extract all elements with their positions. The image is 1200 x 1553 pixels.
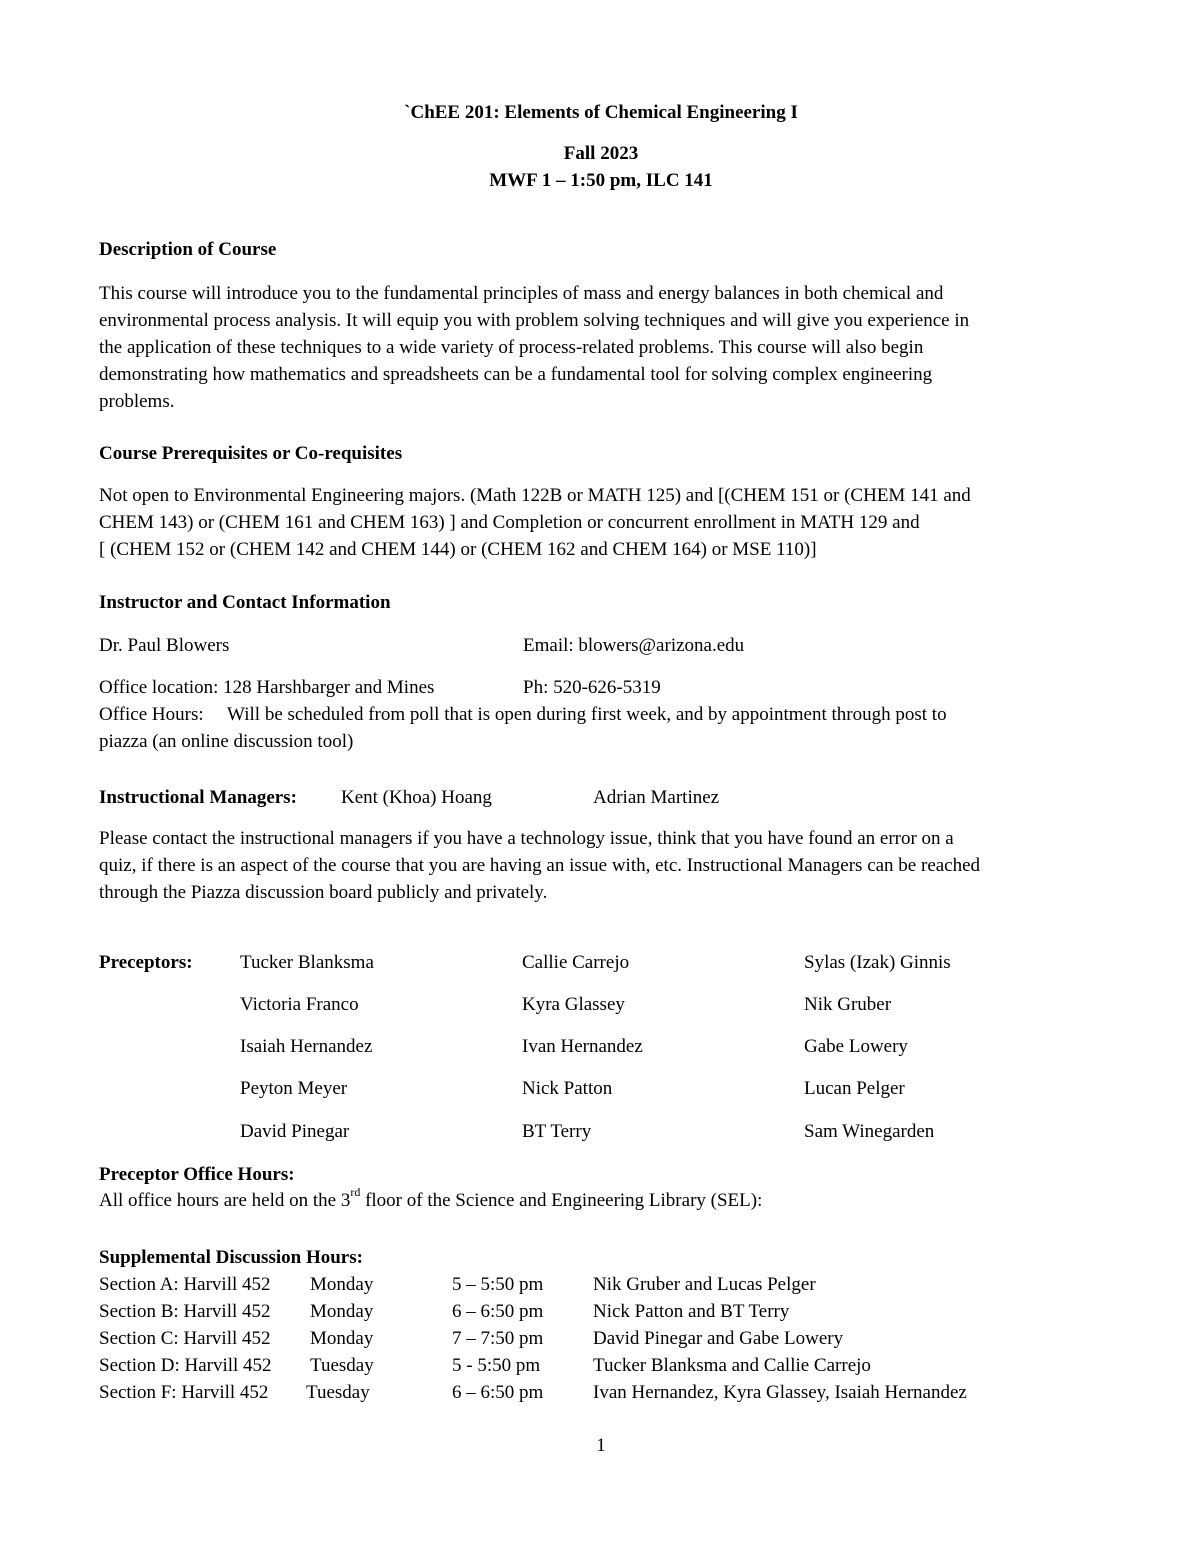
office-hours-heading: Preceptor Office Hours: xyxy=(99,1164,295,1185)
instructor-name-row xyxy=(99,632,1103,659)
section-time: 6 – 6:50 pm xyxy=(452,1382,544,1403)
section-leaders: Ivan Hernandez, Kyra Glassey, Isaiah Hernandez xyxy=(593,1382,967,1403)
description-line: problems. xyxy=(99,391,175,412)
section-time: 7 – 7:50 pm xyxy=(452,1328,544,1349)
preceptor-name: Victoria Franco xyxy=(240,994,359,1015)
managers-line: Please contact the instructional managers if you have a technology issue, think that you have found an error on a xyxy=(99,828,954,849)
preceptors-row xyxy=(99,991,1103,1018)
supplemental-row xyxy=(99,1379,1103,1406)
section-leaders: Nick Patton and BT Terry xyxy=(593,1301,790,1322)
section-day: Tuesday xyxy=(306,1382,370,1403)
section-day: Monday xyxy=(310,1274,374,1295)
instructor-office-hours: Office Hours: Will be scheduled from poll that is open during first week, and by appointment through post to xyxy=(99,704,947,725)
manager-name: Kent (Khoa) Hoang xyxy=(341,787,492,808)
description-line: This course will introduce you to the fundamental principles of mass and energy balances in both chemical and xyxy=(99,283,944,304)
description-line: the application of these techniques to a wide variety of process-related problems. This course will also begin xyxy=(99,337,924,358)
preceptor-name: BT Terry xyxy=(522,1121,592,1142)
course-schedule: MWF 1 – 1:50 pm, ILC 141 xyxy=(489,170,713,191)
managers-paragraph xyxy=(99,825,1099,906)
office-hours-superscript: rd xyxy=(350,1185,361,1199)
preceptor-name: Lucan Pelger xyxy=(804,1078,905,1099)
instructor-phone: Ph: 520-626-5319 xyxy=(523,677,661,698)
prereqs-line: CHEM 143) or (CHEM 161 and CHEM 163) ] and Completion or concurrent enrollment in MATH 129 and xyxy=(99,512,920,533)
section-location: Section B: Harvill 452 xyxy=(99,1301,271,1322)
preceptor-name: Ivan Hernandez xyxy=(522,1036,643,1057)
instructor-office-location: Office location: 128 Harshbarger and Mines xyxy=(99,677,435,698)
section-location: Section C: Harvill 452 xyxy=(99,1328,271,1349)
preceptor-name: Kyra Glassey xyxy=(522,994,625,1015)
supplemental-row xyxy=(99,1271,1103,1298)
supplemental-heading: Supplemental Discussion Hours: xyxy=(99,1247,363,1268)
description-paragraph xyxy=(99,280,1099,415)
office-hours-text-start: All office hours are held on the 3 xyxy=(99,1190,351,1211)
instructor-hours-row xyxy=(99,701,1103,728)
preceptors-row xyxy=(99,1033,1103,1060)
supplemental-row xyxy=(99,1325,1103,1352)
instructor-office-hours-cont: piazza (an online discussion tool) xyxy=(99,731,354,752)
preceptors-row xyxy=(99,1075,1103,1102)
managers-line: through the Piazza discussion board publicly and privately. xyxy=(99,882,548,903)
instructor-name: Dr. Paul Blowers xyxy=(99,635,230,656)
preceptor-name: David Pinegar xyxy=(240,1121,350,1142)
section-time: 6 – 6:50 pm xyxy=(452,1301,544,1322)
description-line: environmental process analysis. It will equip you with problem solving techniques and will give you experience in xyxy=(99,310,970,331)
prereqs-line: [ (CHEM 152 or (CHEM 142 and CHEM 144) or (CHEM 162 and CHEM 164) or MSE 110)] xyxy=(99,539,817,560)
section-time: 5 - 5:50 pm xyxy=(452,1355,541,1376)
preceptor-name: Nick Patton xyxy=(522,1078,613,1099)
preceptor-name: Nik Gruber xyxy=(804,994,892,1015)
section-location: Section A: Harvill 452 xyxy=(99,1274,271,1295)
preceptors-row xyxy=(99,949,1103,976)
preceptor-name: Tucker Blanksma xyxy=(240,952,374,973)
section-day: Monday xyxy=(310,1328,374,1349)
description-heading: Description of Course xyxy=(99,239,277,260)
section-day: Monday xyxy=(310,1301,374,1322)
prereqs-line: Not open to Environmental Engineering majors. (Math 122B or MATH 125) and [(CHEM 151 or (CHEM 141 and xyxy=(99,485,971,506)
course-term: Fall 2023 xyxy=(563,143,639,164)
instructor-office-row xyxy=(99,674,1103,701)
course-title: `ChEE 201: Elements of Chemical Engineering I xyxy=(404,102,798,123)
preceptors-label: Preceptors: xyxy=(99,952,193,973)
preceptor-name: Sam Winegarden xyxy=(804,1121,935,1142)
section-location: Section F: Harvill 452 xyxy=(99,1382,269,1403)
section-location: Section D: Harvill 452 xyxy=(99,1355,272,1376)
office-hours-text xyxy=(99,1187,1099,1214)
office-hours-text-end: floor of the Science and Engineering Library (SEL): xyxy=(360,1190,763,1211)
managers-label: Instructional Managers: xyxy=(99,787,297,808)
preceptor-name: Peyton Meyer xyxy=(240,1078,348,1099)
section-day: Tuesday xyxy=(310,1355,374,1376)
section-time: 5 – 5:50 pm xyxy=(452,1274,544,1295)
instructor-hours-row-2 xyxy=(99,728,1103,755)
supplemental-row xyxy=(99,1352,1103,1379)
preceptor-name: Isaiah Hernandez xyxy=(240,1036,373,1057)
section-leaders: David Pinegar and Gabe Lowery xyxy=(593,1328,844,1349)
preceptor-name: Gabe Lowery xyxy=(804,1036,908,1057)
prereqs-heading: Course Prerequisites or Co-requisites xyxy=(99,443,403,464)
page-number: 1 xyxy=(596,1435,606,1456)
manager-name: Adrian Martinez xyxy=(593,787,720,808)
managers-line: quiz, if there is an aspect of the course that you are having an issue with, etc. Instructional Managers can be reached xyxy=(99,855,981,876)
preceptor-name: Callie Carrejo xyxy=(522,952,630,973)
description-line: demonstrating how mathematics and spreadsheets can be a fundamental tool for solving complex engineering xyxy=(99,364,933,385)
managers-row xyxy=(99,784,1103,811)
instructor-heading: Instructor and Contact Information xyxy=(99,592,391,613)
preceptor-name: Sylas (Izak) Ginnis xyxy=(804,952,951,973)
section-leaders: Nik Gruber and Lucas Pelger xyxy=(593,1274,816,1295)
prereqs-paragraph xyxy=(99,482,1099,563)
supplemental-row xyxy=(99,1298,1103,1325)
preceptors-row xyxy=(99,1118,1103,1145)
section-leaders: Tucker Blanksma and Callie Carrejo xyxy=(593,1355,871,1376)
instructor-email[interactable]: Email: blowers@arizona.edu xyxy=(523,635,745,656)
